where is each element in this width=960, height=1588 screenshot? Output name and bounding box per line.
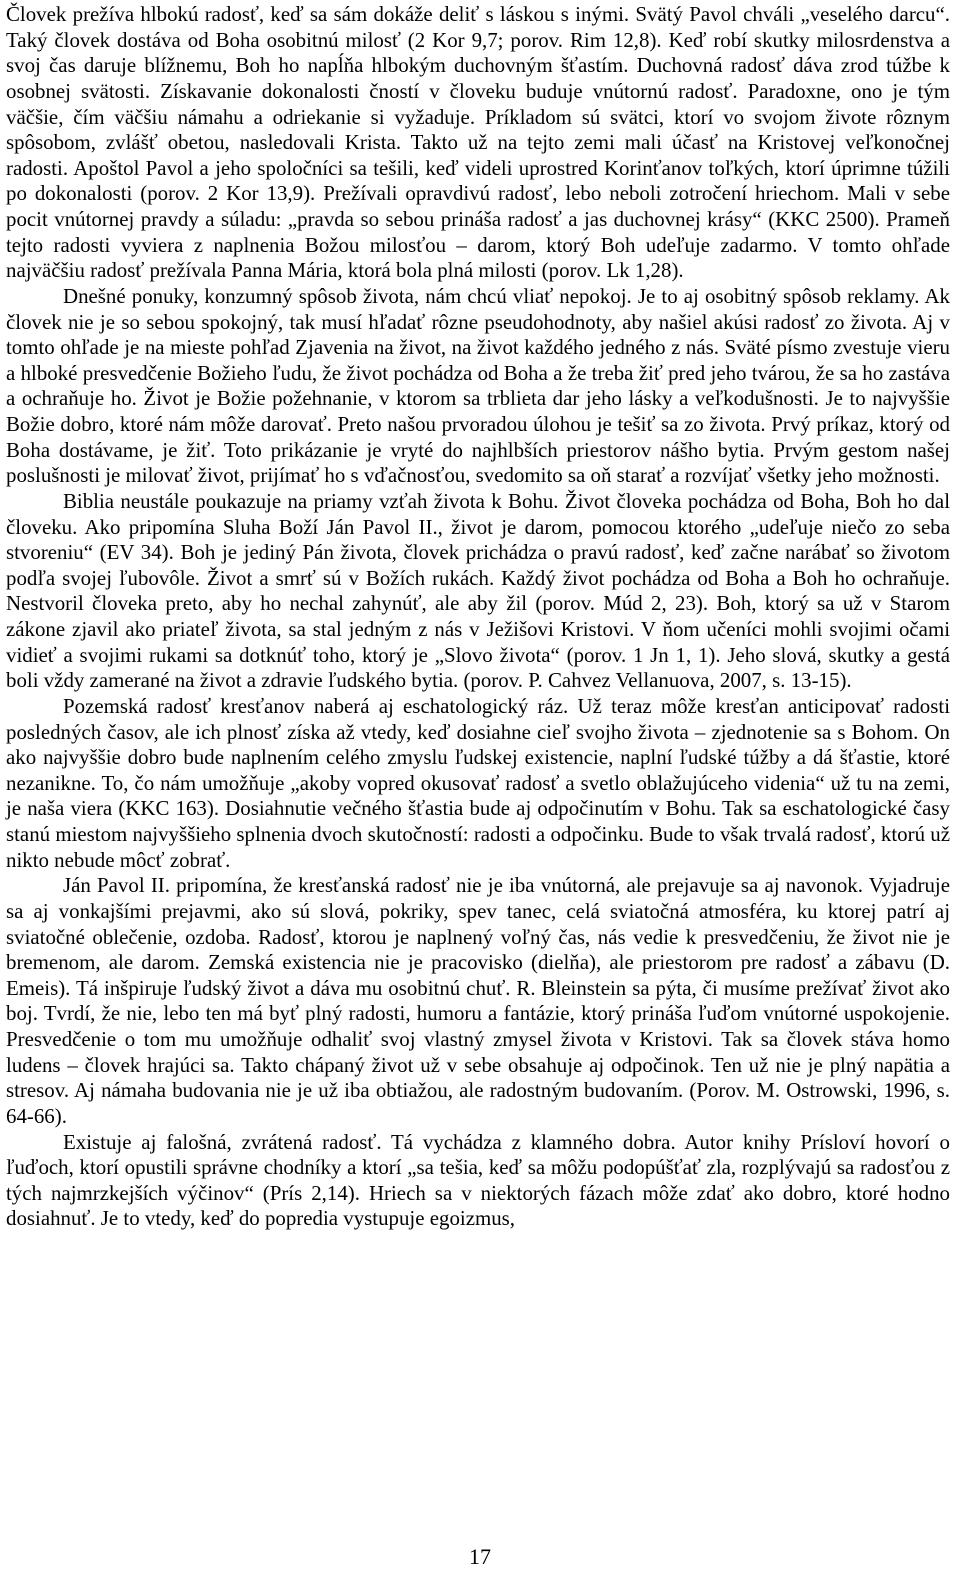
paragraph-2: Dnešné ponuky, konzumný spôsob života, nám chcú vliať nepokoj. Je to aj osobitný spôsob reklamy. Ak človek nie je so sebou spokojný, tak musí hľadať rôzne pseudohodnoty, aby našiel akúsi radosť zo života. Aj v tomto ohľade je na mieste pohľad Zjavenia na život, na život každého jedného z nás. Sväté písmo zvestuje vieru a hlboké presvedčenie Božieho ľudu, že život pochádza od Boha a že treba žiť pred jeho tvárou, že sa ho zastáva a ochraňuje ho. Život je Božie požehnanie, v ktorom sa trblieta dar jeho lásky a veľkodušnosti. Je to najvyššie Božie dobro, ktoré nám môže darovať. Preto našou prvoradou úlohou je tešiť sa zo života. Prvý príkaz, ktorý od Boha dostávame, je žiť. Toto prikázanie je vryté do najhlbších priestorov nášho bytia. Prvým gestom našej poslušnosti je milovať život, prijímať ho s vďačnosťou, svedomito sa oň starať a rozvíjať všetky jeho možnosti. — [6, 283, 950, 488]
paragraph-6: Existuje aj falošná, zvrátená radosť. Tá vychádza z klamného dobra. Autor knihy Prísloví hovorí o ľuďoch, ktorí opustili správne chodníky a ktorí „sa tešia, keď sa môžu podopúšťať zla, rozplývajú sa radosťou z tých najmrzkejších výčinov“ (Prís 2,14). Hriech sa v niektorých fázach môže zdať ako dobro, ktoré hodno dosiahnuť. Je to vtedy, keď do popredia vystupuje egoizmus, — [6, 1129, 950, 1231]
page-number: 17 — [469, 1544, 491, 1569]
document-page — [6, 2, 950, 1232]
paragraph-5: Ján Pavol II. pripomína, že kresťanská radosť nie je iba vnútorná, ale prejavuje sa aj navonok. Vyjadruje sa aj vonkajšími prejavmi, ako sú slová, pokriky, spev tanec, celá sviatočná atmosféra, ku ktorej patrí aj sviatočné oblečenie, ozdoba. Radosť, ktorou je naplnený voľný čas, nás vedie k presvedčeniu, že život nie je bremenom, ale darom. Zemská existencia nie je pracovisko (dielňa), ale priestorom pre radosť a zábavu (D. Emeis). Tá inšpiruje ľudský život a dáva mu osobitnú chuť. R. Bleinstein sa pýta, či musíme prežívať život ako boj. Tvrdí, že nie, lebo ten má byť plný radosti, humoru a fantázie, ktorý prináša ľuďom vnútorné uspokojenie. Presvedčenie o tom mu umožňuje odhaliť svoj vlastný zmysel života v Kristovi. Tak sa človek stáva homo ludens – človek hrajúci sa. Takto chápaný život už v sebe obsahuje aj odpočinok. Ten už nie je plný napätia a stresov. Aj námaha budovania nie je už iba obtiažou, ale radostným budovaním. (Porov. M. Ostrowski, 1996, s. 64-66). — [6, 873, 950, 1128]
paragraph-4: Pozemská radosť kresťanov naberá aj eschatologický ráz. Už teraz môže kresťan anticipovať radosti posledných časov, ale ich plnosť získa až vtedy, keď dosiahne cieľ svojho života – zjednotenie sa s Bohom. On ako najvyššie dobro bude naplnením celého zmyslu ľudskej existencie, naplní ľudské túžby a dá šťastie, ktoré nezanikne. To, čo nám umožňuje „akoby vopred okusovať radosť a svetlo oblažujúceho videnia“ už tu na zemi, je naša viera (KKC 163). Dosiahnutie večného šťastia bude aj odpočinutím v Bohu. Tak sa eschatologické časy stanú miestom najvyššieho splnenia dvoch skutočností: radosti a odpočinku. Bude to však trvalá radosť, ktorú už nikto nebude môcť zobrať. — [6, 693, 950, 872]
paragraph-3: Biblia neustále poukazuje na priamy vzťah života k Bohu. Život človeka pochádza od Boha, Boh ho dal človeku. Ako pripomína Sluha Boží Ján Pavol II., život je darom, pomocou ktorého „udeľuje niečo zo seba stvoreniu“ (EV 34). Boh je jediný Pán života, človek prichádza o pravú radosť, keď začne narábať so životom podľa svojej ľubovôle. Život a smrť sú v Božích rukách. Každý život pochádza od Boha a Boh ho ochraňuje. Nestvoril človeka preto, aby ho nechal zahynúť, ale aby žil (porov. Múd 2, 23). Boh, ktorý sa už v Starom zákone zjavil ako priateľ života, sa stal jedným z nás v Ježišovi Kristovi. V ňom učeníci mohli svojimi očami vidieť a svojimi rukami sa dotknúť toho, ktorý je „Slovo života“ (porov. 1 Jn 1, 1). Jeho slová, skutky a gestá boli vždy zamerané na život a zdravie ľudského bytia. (porov. P. Cahvez Vellanuova, 2007, s. 13-15). — [6, 488, 950, 693]
paragraph-1: Človek prežíva hlbokú radosť, keď sa sám dokáže deliť s láskou s inými. Svätý Pavol chváli „veselého darcu“. Taký človek dostáva od Boha osobitnú milosť (2 Kor 9,7; porov. Rim 12,8). Keď robí skutky milosrdenstva a svoj čas daruje blížnemu, Boh ho napĺňa hlbokým duchovným šťastím. Duchovná radosť dáva zrod túžbe k osobnej svätosti. Získavanie dokonalosti čností v človeku buduje vnútornú radosť. Paradoxne, ono je tým väčšie, čím väčšiu námahu a odriekanie si vyžaduje. Príkladom sú svätci, ktorí vo svojom živote rôznym spôsobom, zvlášť obetou, nasledovali Krista. Takto už na tejto zemi mali účasť na Kristovej veľkonočnej radosti. Apoštol Pavol a jeho spoločníci sa tešili, keď videli uprostred Korinťanov toľkých, ktorí úprimne túžili po dokonalosti (porov. 2 Kor 13,9). Prežívali opravdivú radosť, lebo neboli zotročení hriechom. Mali v sebe pocit vnútornej pravdy a súladu: „pravda so sebou prináša radosť a jas duchovnej krásy“ (KKC 2500). Prameň tejto radosti vyviera z naplnenia Božou milosťou – darom, ktorý Boh udeľuje zadarmo. V tomto ohľade najväčšiu radosť prežívala Panna Mária, ktorá bola plná milosti (porov. Lk 1,28). — [6, 2, 950, 283]
